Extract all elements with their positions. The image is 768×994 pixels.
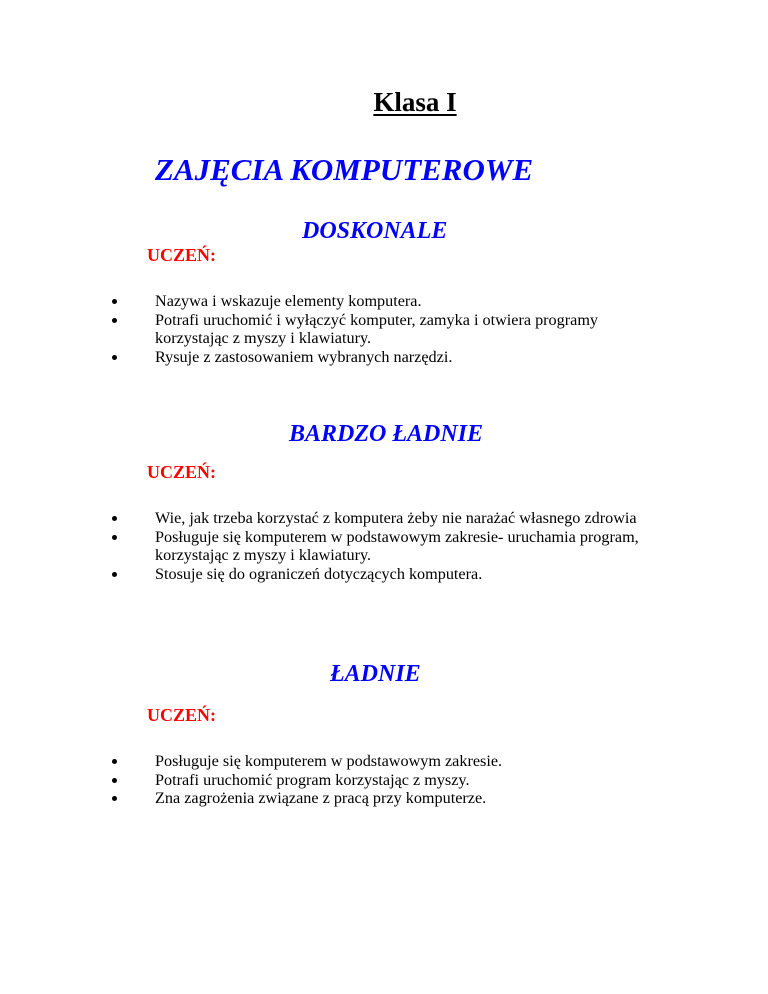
bullet-icon (112, 535, 117, 540)
bullet-icon (112, 318, 117, 323)
list-item-text: Potrafi uruchomić i wyłączyć komputer, zamyka i otwiera programy korzystając z myszy i klawiatury. (155, 310, 599, 347)
bullet-icon (112, 355, 117, 360)
bullet-icon (112, 299, 117, 304)
subject-title: ZAJĘCIA KOMPUTEROWE (155, 152, 534, 187)
criteria-list-doskonale (0, 292, 675, 366)
list-item (0, 752, 675, 771)
grade-heading-bardzo-ladnie: BARDZO ŁADNIE (289, 421, 484, 447)
list-item-text: Zna zagrożenia związane z pracą przy komputerze. (155, 789, 487, 807)
list-item (0, 789, 675, 808)
list-item-text: Rysuje z zastosowaniem wybranych narzędzi. (155, 347, 453, 366)
list-item-text: Wie, jak trzeba korzystać z komputera żeby nie narażać własnego zdrowia (155, 509, 637, 527)
list-item (0, 771, 675, 790)
bullet-icon (112, 572, 117, 577)
bullet-icon (112, 516, 117, 521)
bullet-icon (112, 778, 117, 783)
bullet-icon (112, 796, 117, 801)
list-item (0, 348, 675, 367)
list-item (0, 509, 675, 528)
list-item (0, 292, 675, 311)
list-item-text: Stosuje się do ograniczeń dotyczących komputera. (155, 564, 483, 583)
bullet-icon (112, 759, 117, 764)
list-item-text: Posługuje się komputerem w podstawowym zakresie. (155, 752, 503, 770)
class-title: Klasa I (373, 87, 457, 117)
list-item (0, 311, 675, 348)
student-label: UCZEŃ: (147, 705, 217, 725)
list-item-text: Posługuje się komputerem w podstawowym zakresie- uruchamia program, korzystając z myszy i klawiatury. (155, 527, 639, 564)
list-item-text: Nazywa i wskazuje elementy komputera. (155, 292, 422, 310)
grade-heading-ladnie: ŁADNIE (330, 661, 421, 687)
list-item (0, 528, 675, 565)
grade-heading-doskonale: DOSKONALE (302, 218, 448, 244)
criteria-list-bardzo-ladnie (0, 509, 675, 583)
list-item-text: Potrafi uruchomić program korzystając z myszy. (155, 770, 470, 789)
criteria-list-ladnie (0, 752, 675, 808)
list-item (0, 565, 675, 584)
student-label: UCZEŃ: (147, 462, 217, 482)
student-label: UCZEŃ: (147, 245, 217, 265)
